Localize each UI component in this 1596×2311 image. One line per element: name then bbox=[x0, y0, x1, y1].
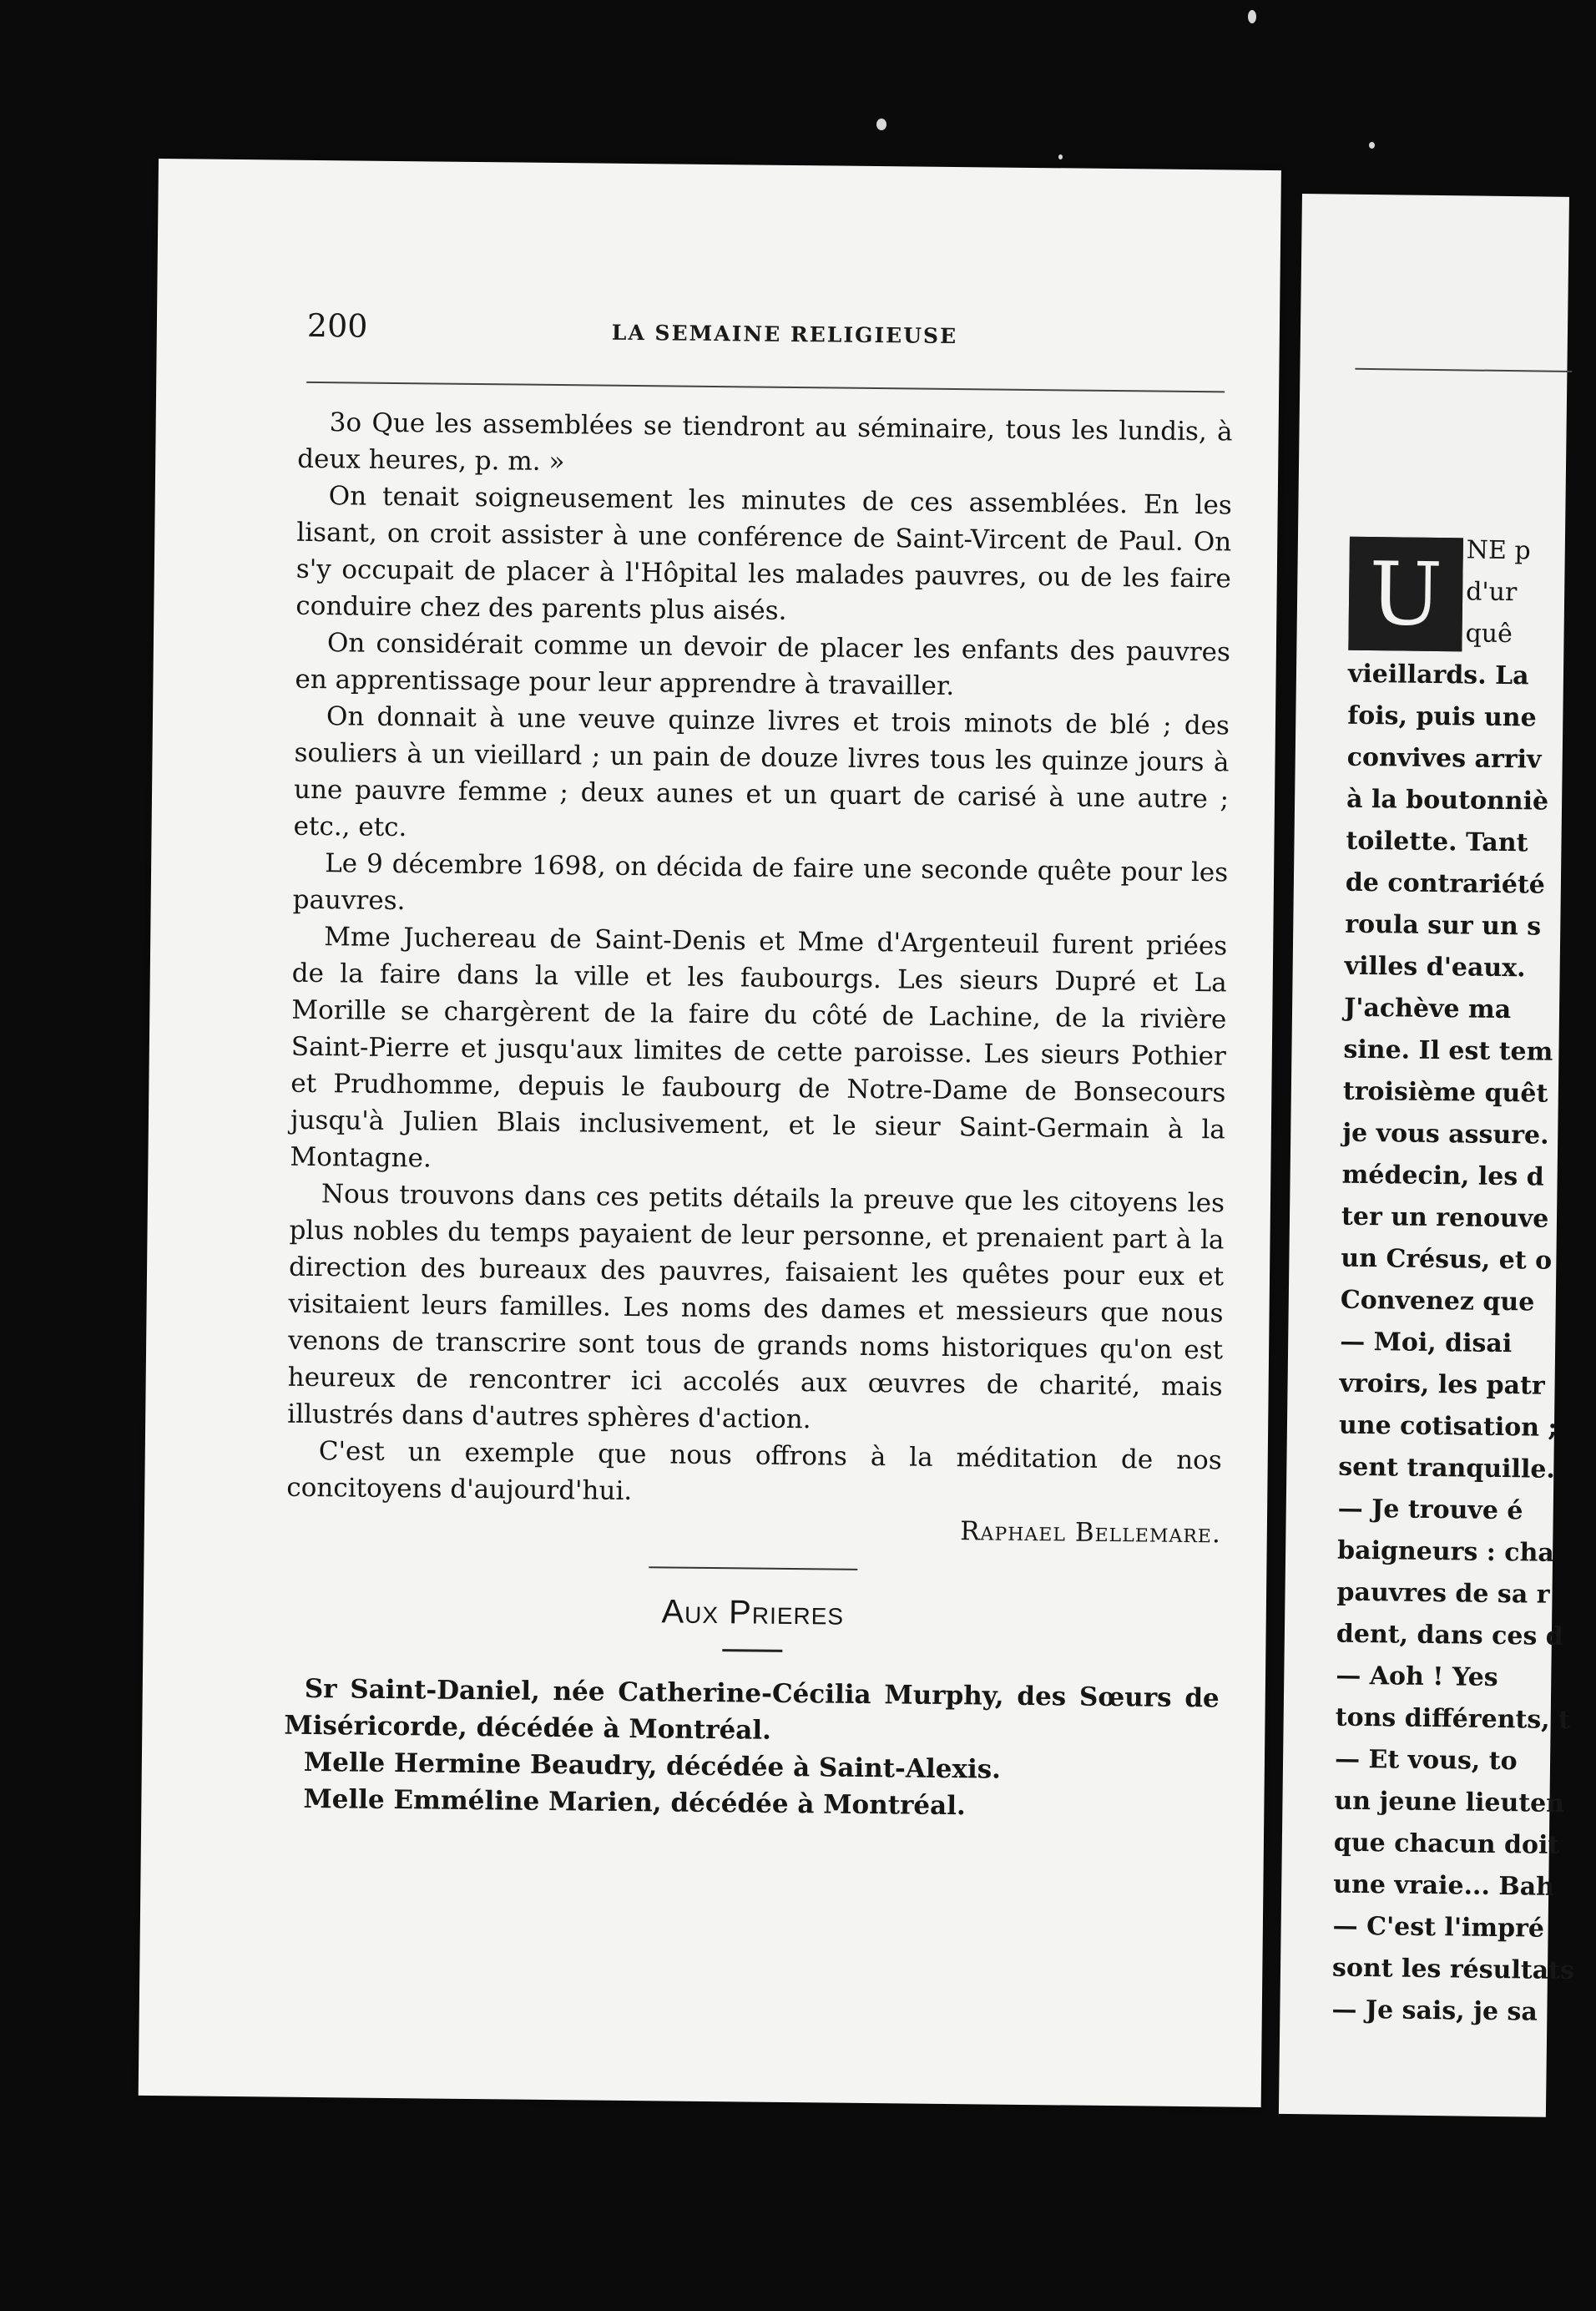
facing-page-line: d'ur bbox=[1465, 577, 1518, 608]
facing-page-line: — Et vous, to bbox=[1334, 1744, 1518, 1777]
facing-page-line: vroirs, les patr bbox=[1339, 1368, 1545, 1401]
film-speck bbox=[1248, 10, 1256, 23]
section-title: Aux Prieres bbox=[661, 1593, 845, 1632]
facing-page-line: — Je sais, je sa bbox=[1331, 1995, 1538, 2027]
prayer-item: Sr Saint-Daniel, née Catherine-Cécilia Murphy, des Sœurs de Miséricorde, décédée à Montréal. bbox=[284, 1673, 1220, 1746]
header-rule bbox=[1355, 368, 1572, 372]
page-number: 200 bbox=[306, 306, 368, 345]
facing-page-line: tons différents, t bbox=[1335, 1702, 1571, 1736]
facing-page-text bbox=[1331, 528, 1575, 2034]
facing-page-line: convives arriv bbox=[1346, 742, 1542, 775]
facing-page-line: — Aoh ! Yes bbox=[1336, 1661, 1498, 1692]
facing-page-line: sont les résultats bbox=[1331, 1953, 1575, 1986]
film-speck bbox=[1058, 154, 1063, 159]
facing-page-line: — C'est l'impré bbox=[1332, 1911, 1545, 1944]
paragraph: On donnait à une veuve quinze livres et trois minots de blé ; des souliers à un vieillard ; un pain de douze livres tous les quinze jours à une pauvre femme ; deux aunes et un quart de carisé à une autre ; etc., etc. bbox=[293, 701, 1230, 843]
paragraph: Nous trouvons dans ces petits détails la preuve que les citoyens les plus nobles du temps payaient de leur personne, et prenaient part à la direction des bureaux des pauvres, faisaient les quêtes pour eux et visitaient leurs familles. Les noms des dames et messieurs que nous venons de transcrire sont tous de grands noms historiques qu'on est heureux de rencontrer ici accolés aux œuvres de charité, mais illustrés dans d'autres sphères d'action. bbox=[287, 1179, 1225, 1435]
facing-page-line: une vraie... Bah bbox=[1333, 1869, 1555, 1902]
facing-page-line: une cotisation ; bbox=[1338, 1410, 1558, 1443]
title-underline bbox=[722, 1649, 782, 1652]
facing-page-line: vieillards. La bbox=[1347, 659, 1529, 691]
paragraph: On considérait comme un devoir de placer les enfants des pauvres en apprentissage pour leur apprendre à travailler. bbox=[295, 628, 1231, 702]
facing-page-line: de contrariété bbox=[1345, 867, 1546, 900]
paragraph: On tenait soigneusement les minutes de ces assemblées. En les lisant, on croit assister à une conférence de Saint-Vircent de Paul. On s'y occupait de placer à l'Hôpital les malades pauvres, ou de les faire conduire chez des parents plus aisés. bbox=[295, 481, 1232, 626]
facing-page-line: pauvres de sa r bbox=[1336, 1577, 1550, 1610]
facing-page-line: Convenez que bbox=[1340, 1285, 1535, 1317]
prayer-item: Melle Emméline Marien, décédée à Montréal. bbox=[303, 1783, 966, 1822]
facing-page-line: villes d'eaux. bbox=[1344, 951, 1526, 984]
article-body bbox=[283, 404, 1233, 1828]
facing-page-line: roula sur un s bbox=[1345, 909, 1542, 942]
header-rule bbox=[306, 382, 1225, 393]
film-speck bbox=[1369, 142, 1375, 149]
author-signature: Raphael Bellemare. bbox=[960, 1516, 1222, 1550]
facing-page-line: — Moi, disai bbox=[1339, 1327, 1513, 1359]
facing-page-line: baigneurs : cha bbox=[1336, 1535, 1555, 1568]
facing-page-line: NE p bbox=[1466, 535, 1531, 566]
left-page bbox=[139, 159, 1281, 2107]
running-title: LA SEMAINE RELIGIEUSE bbox=[611, 320, 958, 349]
facing-page-line: dent, dans ces d bbox=[1336, 1619, 1563, 1651]
facing-page-line: un Crésus, et o bbox=[1341, 1243, 1553, 1276]
paragraph: Mme Juchereau de Saint-Denis et Mme d'Argenteuil furent priées de la faire dans la ville et les faubourgs. Les sieurs Dupré et La Morille se chargèrent de la faire du côté de Lachine, de la rivière Saint-Pierre et jusqu'aux limites de cette paroisse. Les sieurs Pothier et Prudhomme, depuis le faubourg de Notre-Dame de Bonsecours jusqu'à Julien Blais inclusivement, et le sieur Saint-Germain à la Montagne. bbox=[290, 922, 1228, 1174]
facing-page-line: quê bbox=[1465, 619, 1513, 650]
facing-page-line: médecin, les d bbox=[1341, 1160, 1544, 1192]
paragraph: Le 9 décembre 1698, on décida de faire une seconde quête pour les pauvres. bbox=[292, 848, 1229, 917]
facing-page-line: que chacun doit bbox=[1333, 1828, 1560, 1860]
facing-page-line: sent tranquille. bbox=[1338, 1452, 1556, 1484]
section-separator bbox=[649, 1566, 857, 1570]
facing-page-line: toilette. Tant bbox=[1346, 826, 1528, 858]
paragraph: 3o Que les assemblées se tiendront au séminaire, tous les lundis, à deux heures, p. m. » bbox=[297, 407, 1233, 478]
facing-page-line: J'achève ma bbox=[1343, 993, 1512, 1025]
facing-page-line: sine. Il est tem bbox=[1343, 1034, 1553, 1067]
facing-page-line: je vous assure. bbox=[1342, 1118, 1549, 1150]
facing-page-line: fois, puis une bbox=[1347, 700, 1537, 733]
paragraph: C'est un exemple que nous offrons à la méditation de nos concitoyens d'aujourd'hui. bbox=[286, 1436, 1222, 1507]
film-speck bbox=[876, 119, 886, 130]
facing-page-line: troisième quêt bbox=[1342, 1076, 1548, 1109]
drop-cap: U bbox=[1348, 537, 1463, 652]
facing-page-line: ter un renouve bbox=[1341, 1201, 1549, 1234]
facing-page-line: — Je trouve é bbox=[1337, 1494, 1523, 1526]
facing-page-line: un jeune lieuten bbox=[1334, 1786, 1565, 1818]
page-header bbox=[307, 307, 1226, 367]
prayer-item: Melle Hermine Beaudry, décédée à Saint-Alexis. bbox=[303, 1747, 1002, 1785]
facing-page-line: à la boutonniè bbox=[1346, 784, 1549, 817]
right-page bbox=[1279, 194, 1575, 2117]
